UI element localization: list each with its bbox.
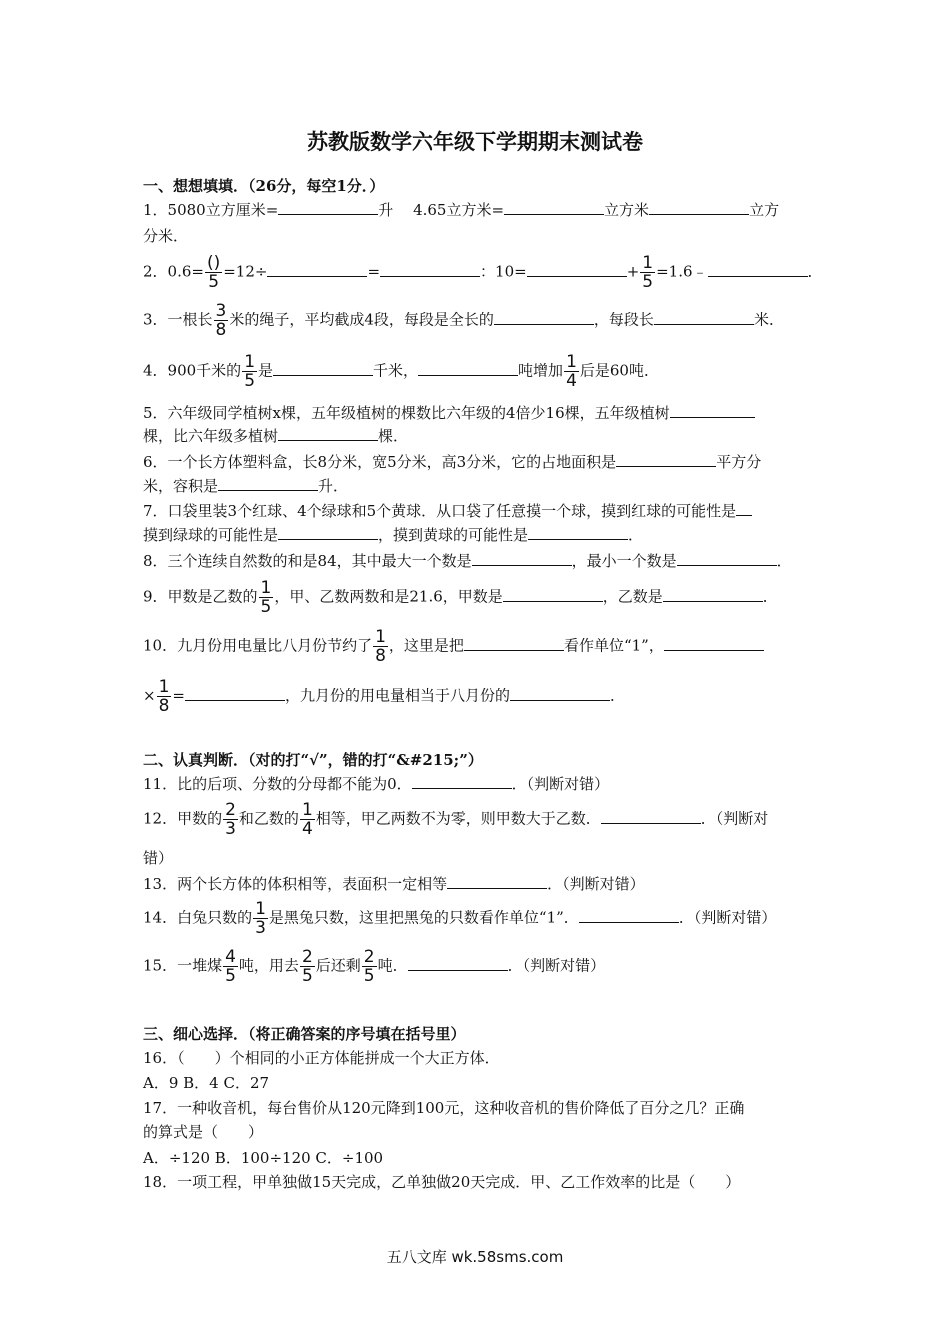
section1-heading: 一、想想填填．（26分，每空1分．） [143, 177, 385, 195]
question-8: 8．三个连续自然数的和是84，其中最大一个数是 ，最小一个数是 ． [143, 552, 792, 570]
section2-heading: 二、认真判断．（对的打“√”，错的打“&#215;”） [143, 751, 483, 769]
question-7-cont: 摸到绿球的可能性是 ，摸到黄球的可能性是 ． [143, 526, 644, 544]
question-9: 9．甲数是乙数的 $\frac{1}{5}$ ，甲、乙数两数和是21.6，甲数是 ，乙数是 ． [143, 578, 778, 617]
question-5-cont: 棵，比六年级多植树 棵． [143, 427, 409, 445]
question-15: 15．一堆煤 $\frac{4}{5}$ 吨，用去 $\frac{2}{5}$ 后还剩 $\frac{2}{5}$ 吨． ．（判断对错） [143, 947, 606, 986]
question-3: 3．一根长 $\frac{3}{8}$ 米的绳子，平均截成4段，每段是全长的 ，每段长 米． [143, 301, 784, 340]
question-10-cont: × $\frac{1}{8}$ = ，九月份的用电量相当于八月份的 ． [143, 677, 626, 716]
question-4: 4．900千米的 $\frac{1}{5}$ 是 千米， 吨增加 $\frac{1}{4}$ 后是60吨． [143, 352, 659, 391]
footer-watermark: 五八文库 wk.58sms.com [386, 1248, 564, 1266]
question-16-options: A．9 B．4 C．27 [143, 1074, 270, 1092]
fraction: $\frac{1}{4}$ [301, 800, 313, 839]
question-13: 13．两个长方体的体积相等，表面积一定相等 ．（判断对错） [143, 875, 645, 893]
question-10: 10．九月份用电量比八月份节约了 $\frac{1}{8}$ ，这里是把 看作单位“1”， [143, 628, 764, 665]
question-16: 16．（ ）个相同的小正方体能拼成一个大正方体． [143, 1049, 500, 1067]
question-2: 2．0.6= () 5 =12÷ = ：10= + $\frac{1}{5}$ =1.6﹣ ． [143, 253, 823, 292]
fraction: $\frac{1}{5}$ [260, 578, 272, 617]
fraction: $\frac{1}{5}$ [642, 253, 654, 292]
section3-heading: 三、细心选择．（将正确答案的序号填在括号里） [143, 1025, 466, 1043]
question-5: 5．六年级同学植树x棵，五年级植树的棵数比六年级的4倍少16棵，五年级植树 [143, 403, 755, 423]
fraction: $\frac{3}{8}$ [215, 301, 227, 340]
question-6: 6．一个长方体塑料盒，长8分米，宽5分米，高3分米，它的占地面积是 平方分 [143, 453, 762, 471]
fraction: $\frac{1}{4}$ [566, 352, 577, 391]
question-17-options: A．÷120 B．100÷120 C．÷100 [143, 1149, 384, 1167]
question-11: 11．比的后项、分数的分母都不能为0． ．（判断对错） [143, 775, 610, 793]
fraction: $\frac{2}{5}$ [363, 947, 375, 986]
question-7: 7．口袋里装3个红球、4个绿球和5个黄球．从口袋了任意摸一个球，摸到红球的可能性是 [143, 501, 752, 521]
fraction: $\frac{4}{5}$ [225, 947, 236, 986]
fraction: $\frac{2}{3}$ [225, 800, 236, 839]
question-17-cont: 的算式是（ ） [143, 1123, 264, 1141]
fraction: () 5 [206, 253, 221, 292]
question-17: 17．一种收音机，每台售价从120元降到100元，这种收音机的售价降低了百分之几？正确 [143, 1099, 745, 1117]
fraction: $\frac{1}{5}$ [244, 352, 256, 391]
question-1-cont: 分米． [143, 227, 189, 245]
question-12: 12．甲数的 $\frac{2}{3}$ 和乙数的 $\frac{1}{4}$ 相等，甲乙两数不为零，则甲数大于乙数． ．（判断对 [143, 800, 769, 839]
fraction: $\frac{1}{8}$ [375, 627, 386, 666]
question-1: 1．5080立方厘米= 升 4.65立方米= 立方米 立方 [143, 201, 780, 219]
fraction: $\frac{1}{3}$ [255, 899, 266, 938]
question-14: 14．白兔只数的 $\frac{1}{3}$ 是黑兔只数，这里把黑兔的只数看作单位“1”． ．（判断对错） [143, 899, 777, 938]
fraction: $\frac{2}{5}$ [301, 947, 313, 986]
question-12-cont: 错） [143, 849, 174, 867]
question-18: 18．一项工程，甲单独做15天完成，乙单独做20天完成．甲、乙工作效率的比是（ ） [143, 1173, 741, 1191]
page-title: 苏教版数学六年级下学期期末测试卷 [307, 129, 643, 154]
question-6-cont: 米，容积是 升． [143, 477, 349, 495]
fraction: $\frac{1}{8}$ [158, 677, 170, 716]
